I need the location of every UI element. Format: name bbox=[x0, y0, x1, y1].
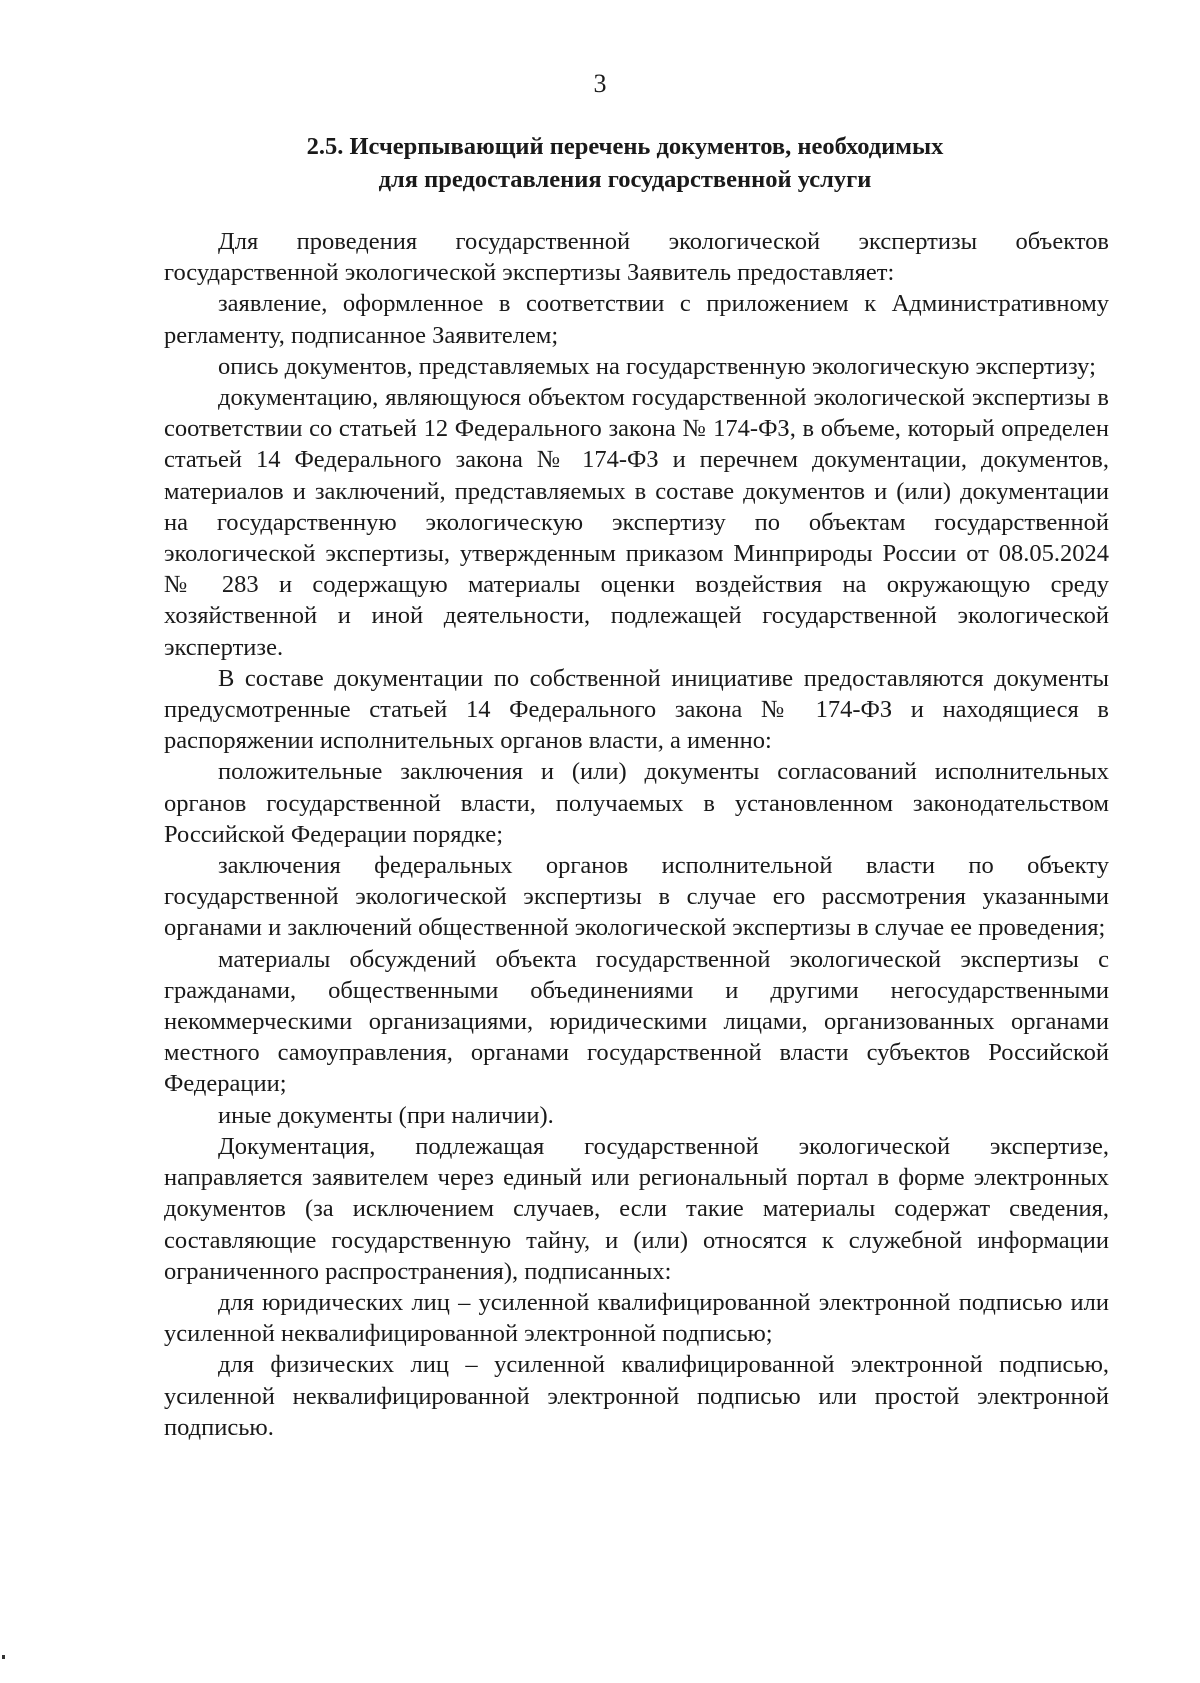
paragraph-own-initiative: В составе документации по собственной инициативе предоставляются документы предусмотренные статьей 14 Федерального закона № 174-ФЗ и находящиеся в распоряжении исполнительных органов власти, а именно: bbox=[164, 664, 1109, 755]
page-number: 3 bbox=[593, 69, 607, 98]
paragraph-submission: Документация, подлежащая государственной экологической экспертизе, направляется заявителем через единый или региональный портал в форме электронных документов (за исключением случаев, если такие материалы содержат сведения, составляющие государственную тайну, и (или) относятся к служебной информации ограниченного распространения), подписанных: bbox=[164, 1132, 1109, 1285]
section-title bbox=[150, 130, 1100, 196]
paragraph-individuals: для физических лиц – усиленной квалифицированной электронной подписью, усиленной неквалифицированной электронной подписью или простой электронной подписью. bbox=[164, 1351, 1109, 1441]
paragraph-other-documents: иные документы (при наличии). bbox=[218, 1101, 554, 1129]
section-title-line-2: для предоставления государственной услуги bbox=[378, 166, 872, 193]
paragraph-documentation: документацию, являющуюся объектом государственной экологической экспертизы в соответствии со статьей 12 Федерального закона № 174-ФЗ, в объеме, который определен статьей 14 Федерального закона № 174-ФЗ и перечнем документации, документов, материалов и заключений, представляемых в составе документов и (или) документации на государственную экологическую экспертизу по объектам государственной экологической экспертизы, утвержденным приказом Минприроды России от 08.05.2024 № 283 и содержащую материалы оценки воздействия на окружающую среду хозяйственной и иной деятельности, подлежащей государственной экологической экспертизе. bbox=[164, 384, 1109, 661]
paragraph-discussion-materials: материалы обсуждений объекта государственной экологической экспертизы с гражданами, общественными объединениями и другими негосударственными некоммерческими организациями, юридическими лицами, организованных органами местного самоуправления, органами государственной власти субъектов Российской Федерации; bbox=[164, 945, 1109, 1098]
paragraph-inventory: опись документов, представляемых на государственную экологическую экспертизу; bbox=[218, 352, 1096, 380]
document-body bbox=[164, 226, 1109, 1443]
paragraph-positive-conclusions: положительные заключения и (или) документы согласований исполнительных органов государственной власти, получаемых в установленном законодательством Российской Федерации порядке; bbox=[164, 758, 1109, 848]
paragraph-application: заявление, оформленное в соответствии с приложением к Административному регламенту, подписанное Заявителем; bbox=[164, 290, 1109, 349]
paragraph-intro: Для проведения государственной экологической экспертизы объектов государственной экологической экспертизы Заявитель предоставляет: bbox=[164, 228, 1109, 287]
scan-artifact bbox=[2, 1655, 5, 1659]
section-title-line-1: 2.5. Исчерпывающий перечень документов, необходимых bbox=[306, 133, 944, 160]
paragraph-federal-conclusions: заключения федеральных органов исполнительной власти по объекту государственной экологической экспертизы в случае его рассмотрения указанными органами и заключений общественной экологической экспертизы в случае ее проведения; bbox=[164, 852, 1109, 942]
paragraph-legal-entities: для юридических лиц – усиленной квалифицированной электронной подписью или усиленной неквалифицированной электронной подписью; bbox=[164, 1288, 1109, 1348]
